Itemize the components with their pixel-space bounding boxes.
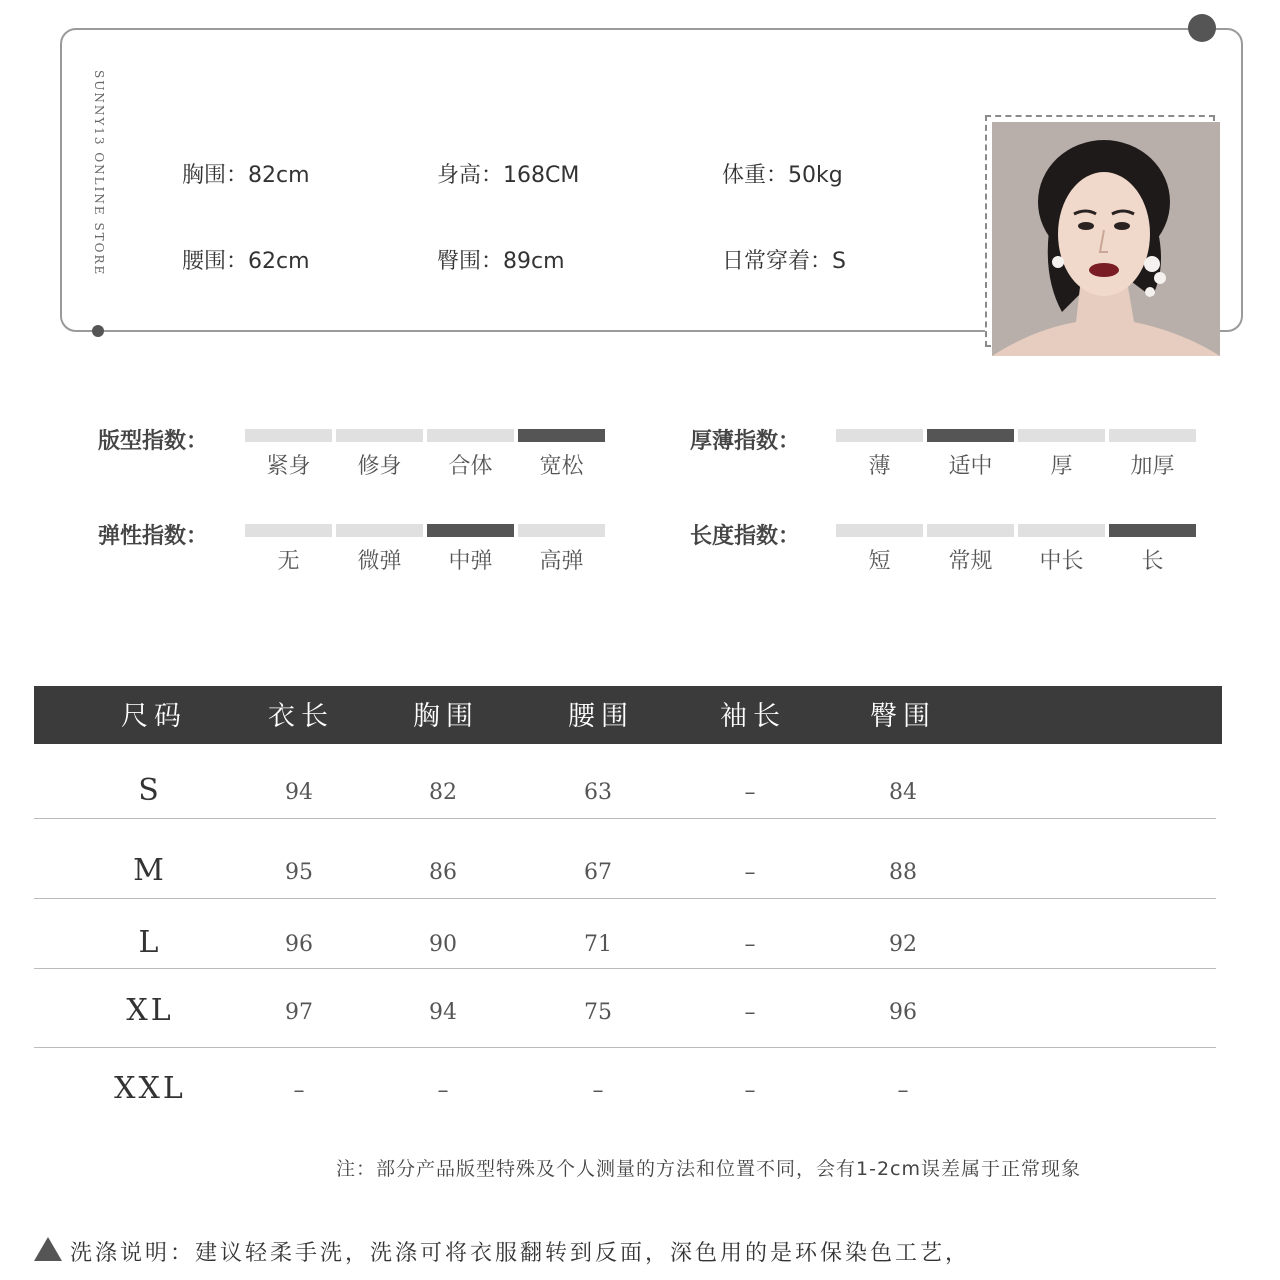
elasticity-segment-4 (518, 524, 605, 537)
size-cell: L (138, 925, 162, 960)
elasticity-segment-2 (336, 524, 423, 537)
table-cell: – (744, 932, 756, 957)
header-bust: 胸围 (413, 701, 479, 732)
table-cell: 67 (584, 860, 612, 885)
model-daily-size: 日常穿着：S (722, 249, 846, 274)
table-cell: 96 (889, 1000, 917, 1025)
table-cell: 94 (285, 780, 313, 805)
thickness-option-label: 薄 (868, 454, 891, 479)
table-cell: 95 (285, 860, 313, 885)
model-hip: 臀围：89cm (437, 249, 565, 274)
row-divider (34, 968, 1216, 969)
size-cell: XXL (114, 1071, 186, 1106)
table-cell: 97 (285, 1000, 313, 1025)
table-cell: 96 (285, 932, 313, 957)
length-option-label: 中长 (1039, 549, 1084, 574)
header-length: 衣长 (268, 701, 334, 732)
elasticity-option-label: 中弹 (448, 549, 493, 574)
table-cell: – (744, 780, 756, 805)
row-divider (34, 818, 1216, 819)
index-title-thickness: 厚薄指数： (690, 429, 801, 454)
table-cell: 90 (429, 932, 457, 957)
elasticity-option-label: 无 (277, 549, 300, 574)
thickness-option-label: 适中 (948, 454, 993, 479)
size-cell: M (133, 853, 167, 888)
model-weight: 体重：50kg (722, 163, 843, 188)
thickness-segment-2 (927, 429, 1014, 442)
decorative-dot-small (92, 325, 104, 337)
elasticity-segment-3 (427, 524, 514, 537)
table-cell: 84 (889, 780, 917, 805)
length-segment-3 (1018, 524, 1105, 537)
fit-segment-4 (518, 429, 605, 442)
elasticity-option-label: 高弹 (539, 549, 584, 574)
washing-instructions (34, 1236, 970, 1267)
table-cell: – (592, 1078, 604, 1103)
warning-triangle-icon (34, 1237, 62, 1261)
size-cell: XL (126, 993, 174, 1028)
model-bust: 胸围：82cm (182, 163, 310, 188)
store-label: SUNNY13 ONLINE STORE (92, 70, 106, 277)
washing-text: 洗涤说明：建议轻柔手洗，洗涤可将衣服翻转到反面，深色用的是环保染色工艺， (70, 1241, 971, 1266)
table-cell: – (293, 1078, 305, 1103)
table-cell: 75 (584, 1000, 612, 1025)
length-option-label: 短 (868, 549, 891, 574)
header-waist: 腰围 (568, 701, 634, 732)
table-cell: 92 (889, 932, 917, 957)
thickness-segment-1 (836, 429, 923, 442)
table-cell: – (897, 1078, 909, 1103)
thickness-option-label: 加厚 (1130, 454, 1175, 479)
length-segment-2 (927, 524, 1014, 537)
table-cell: – (437, 1078, 449, 1103)
header-hip: 臀围 (870, 701, 936, 732)
model-waist: 腰围：62cm (182, 249, 310, 274)
measurement-note: 注：部分产品版型特殊及个人测量的方法和位置不同，会有1-2cm误差属于正常现象 (336, 1158, 1081, 1180)
elasticity-option-label: 微弹 (357, 549, 402, 574)
header-size: 尺码 (121, 701, 187, 732)
fit-segment-1 (245, 429, 332, 442)
table-cell: – (744, 860, 756, 885)
table-cell: 71 (584, 932, 612, 957)
length-segment-4 (1109, 524, 1196, 537)
length-option-label: 常规 (948, 549, 993, 574)
thickness-segment-4 (1109, 429, 1196, 442)
table-cell: 82 (429, 780, 457, 805)
table-cell: 63 (584, 780, 612, 805)
fit-option-label: 紧身 (266, 454, 311, 479)
row-divider (34, 1047, 1216, 1048)
model-height: 身高：168CM (437, 163, 580, 188)
thickness-option-label: 厚 (1050, 454, 1073, 479)
elasticity-segment-1 (245, 524, 332, 537)
decorative-dot-large (1188, 14, 1216, 42)
index-title-length: 长度指数： (690, 524, 801, 549)
fit-segment-3 (427, 429, 514, 442)
length-option-label: 长 (1141, 549, 1164, 574)
length-segment-1 (836, 524, 923, 537)
table-cell: – (744, 1000, 756, 1025)
model-photo (992, 122, 1220, 356)
header-sleeve: 袖长 (720, 701, 786, 732)
row-divider (34, 898, 1216, 899)
index-title-fit: 版型指数： (98, 429, 209, 454)
table-cell: 86 (429, 860, 457, 885)
fit-option-label: 宽松 (539, 454, 584, 479)
table-cell: 88 (889, 860, 917, 885)
size-cell: S (138, 773, 162, 808)
index-title-elasticity: 弹性指数： (98, 524, 209, 549)
fit-option-label: 合体 (448, 454, 493, 479)
thickness-segment-3 (1018, 429, 1105, 442)
fit-segment-2 (336, 429, 423, 442)
table-cell: – (744, 1078, 756, 1103)
fit-option-label: 修身 (357, 454, 402, 479)
table-cell: 94 (429, 1000, 457, 1025)
